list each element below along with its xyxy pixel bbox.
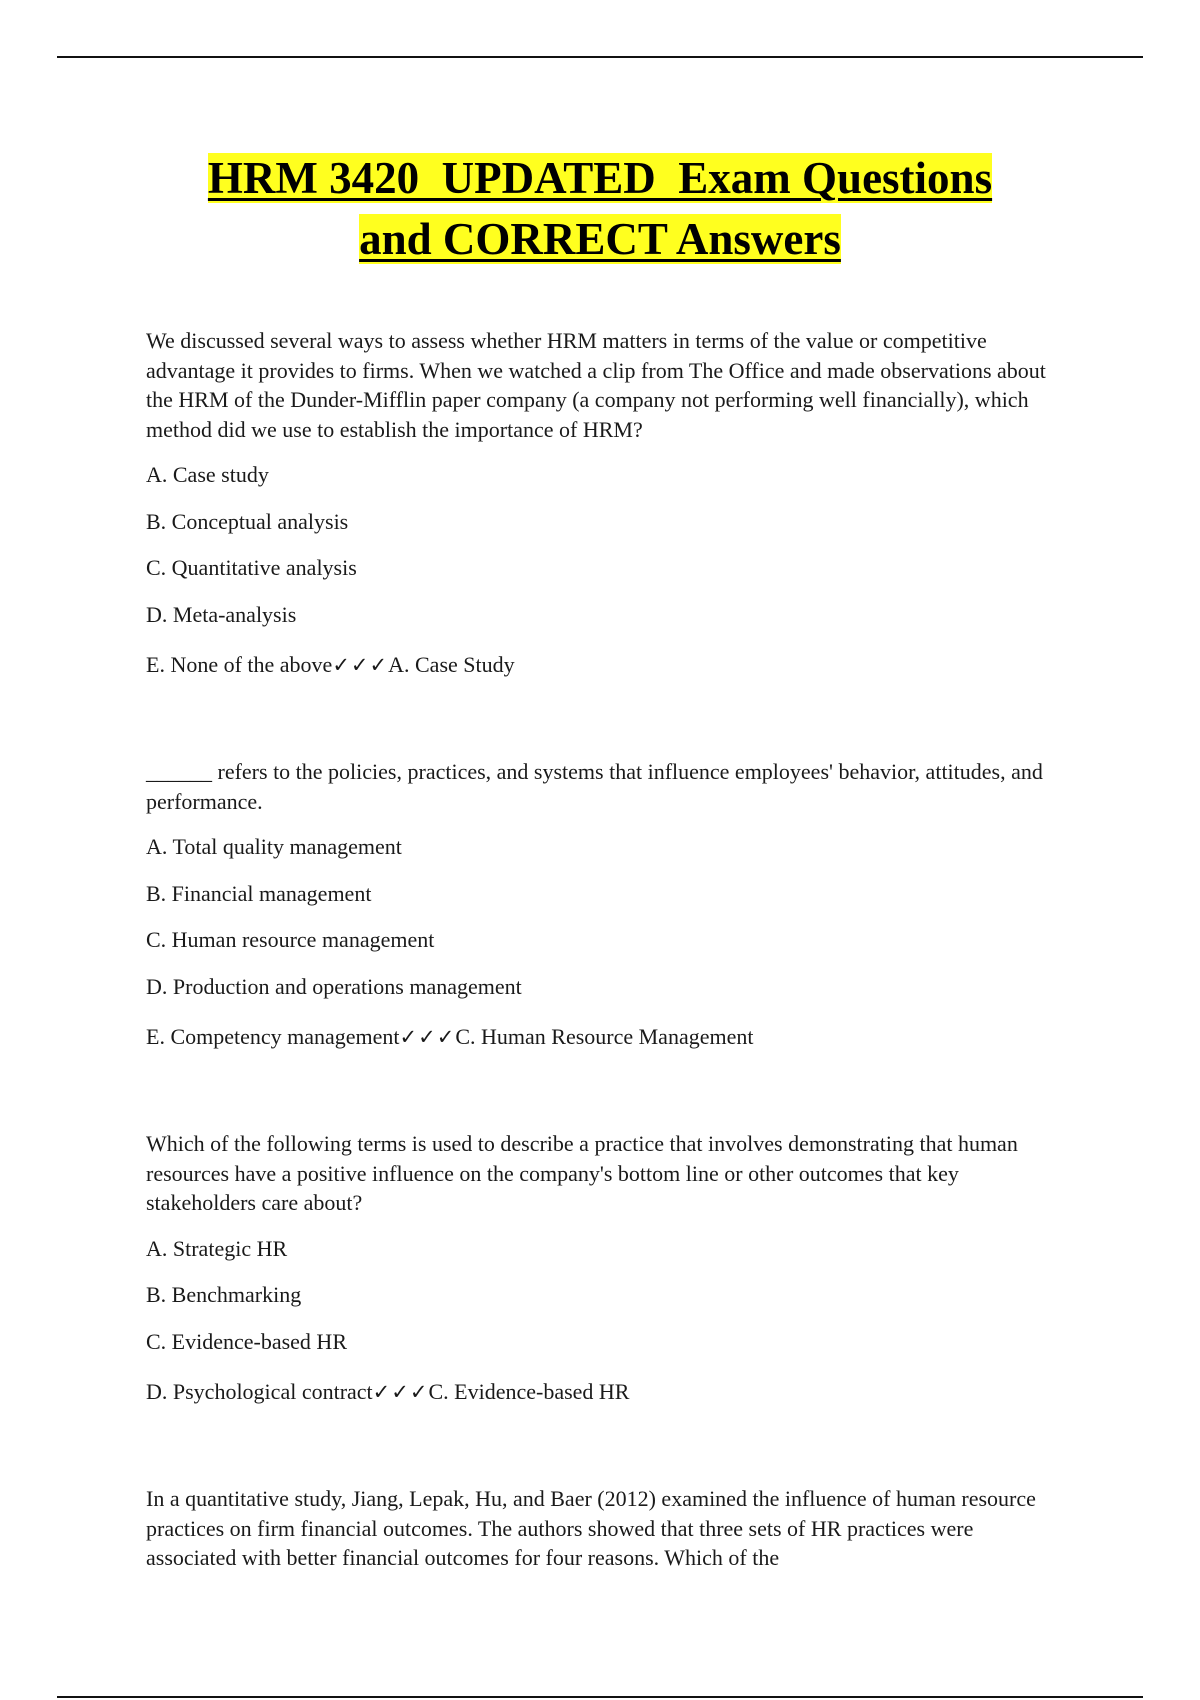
question-block-4 [146, 1484, 1046, 1573]
option-c: C. Human resource management [146, 927, 435, 952]
option-e: E. None of the above [146, 651, 333, 677]
option-e-with-answer [146, 650, 1046, 680]
document-body [146, 326, 1046, 1589]
option-c: C. Evidence-based HR [146, 1328, 347, 1354]
checkmarks-icon: ✓✓✓ [332, 652, 389, 677]
checkmarks-icon: ✓✓✓ [399, 1024, 456, 1049]
correct-answer: C. Human Resource Management [455, 1023, 754, 1049]
document-title [0, 148, 1200, 270]
question-block-1 [146, 326, 1046, 680]
option-b: B. Financial management [146, 880, 372, 906]
title-line-2: and CORRECT Answers [359, 214, 841, 264]
correct-answer: A. Case Study [388, 651, 515, 677]
question-text: Which of the following terms is used to describe a practice that involves demonstrating that human resources have a positive influence on the company's bottom line or other outcomes that key stakeholders care about? [146, 1131, 1018, 1215]
option-c: C. Quantitative analysis [146, 555, 357, 580]
option-a: A. Case study [146, 462, 269, 487]
top-rule [57, 56, 1143, 58]
question-block-2 [146, 757, 1046, 1052]
spacer [146, 1069, 1046, 1129]
option-d: D. Meta-analysis [146, 601, 297, 627]
option-e: E. Competency management [146, 1023, 400, 1049]
option-a: A. Strategic HR [146, 1235, 288, 1261]
question-text: We discussed several ways to assess whether HRM matters in terms of the value or competitive advantage it provides to firms. When we watched a clip from The Office and made observations about the HRM of the Dunder-Mifflin paper company (a company not performing well financially), which method did we use to establish the importance of HRM? [146, 328, 1046, 442]
question-text: ______ refers to the policies, practices, and systems that influence employees' behavior, attitudes, and performance. [146, 759, 1043, 814]
option-d-with-answer [146, 1377, 1046, 1407]
option-b: B. Benchmarking [146, 1282, 302, 1307]
spacer [146, 1424, 1046, 1484]
question-text: In a quantitative study, Jiang, Lepak, Hu, and Baer (2012) examined the influence of human resource practices on firm financial outcomes. The authors showed that three sets of HR practices were associated with better financial outcomes for four reasons. Which of the [146, 1486, 1036, 1570]
option-a: A. Total quality management [146, 834, 402, 859]
checkmarks-icon: ✓✓✓ [372, 1379, 429, 1404]
option-b: B. Conceptual analysis [146, 508, 349, 534]
correct-answer: C. Evidence-based HR [428, 1378, 630, 1404]
option-e-with-answer [146, 1022, 1046, 1052]
bottom-rule [57, 1696, 1143, 1698]
option-d: D. Psychological contract [146, 1378, 373, 1404]
option-d: D. Production and operations management [146, 973, 522, 999]
spacer [146, 697, 1046, 757]
question-block-3 [146, 1129, 1046, 1407]
title-line-1: HRM 3420 UPDATED Exam Questions [207, 153, 993, 203]
